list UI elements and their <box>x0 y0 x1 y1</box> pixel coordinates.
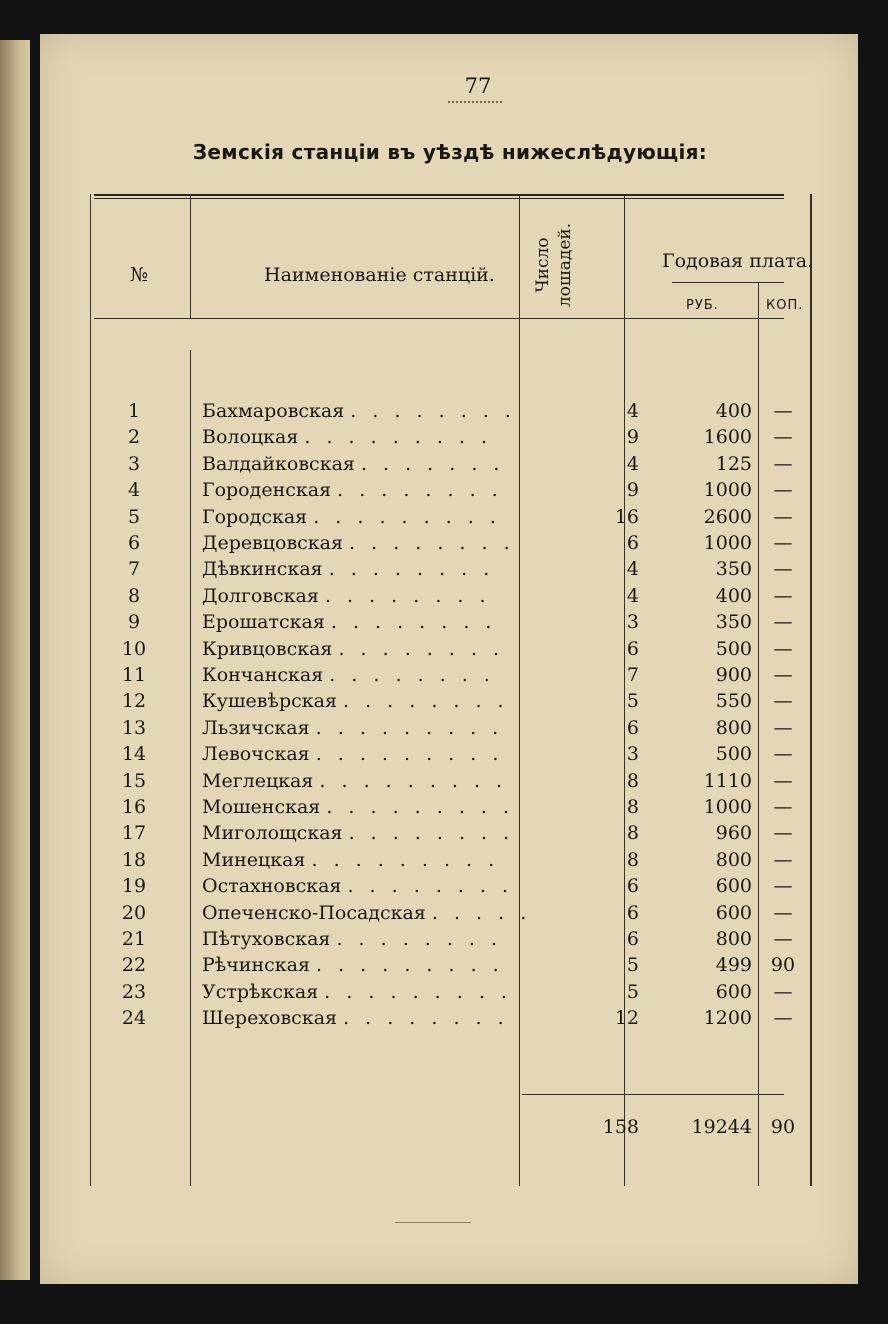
payment-rubles: 2600 <box>703 505 752 528</box>
table-row <box>94 770 817 796</box>
dot-leader: . . . . . . . . . <box>326 796 515 818</box>
payment-kopecks: — <box>773 690 793 713</box>
totals-rule <box>522 1094 784 1095</box>
payment-rubles: 350 <box>715 558 752 581</box>
table-row <box>94 664 817 690</box>
station-name-text: Минецкая <box>202 848 306 871</box>
dot-leader: . . . . . . . . . <box>315 716 504 739</box>
row-number: 21 <box>121 928 147 950</box>
row-number: 8 <box>127 584 141 607</box>
payment-kopecks: — <box>773 822 793 845</box>
page-number-underline <box>448 98 502 103</box>
table-row <box>94 717 817 743</box>
row-number: 14 <box>121 743 147 766</box>
bottom-ornament-rule <box>395 1222 471 1223</box>
row-number: 12 <box>121 690 147 713</box>
payment-kopecks: — <box>773 664 793 686</box>
payment-kopecks: — <box>773 716 793 739</box>
header-number: № <box>130 264 148 286</box>
station-name-text: Мошенская <box>202 796 321 818</box>
payment-kopecks: — <box>773 426 793 449</box>
dot-leader: . . . . . . . . <box>347 875 514 898</box>
payment-kopecks: — <box>773 769 793 792</box>
table-row <box>94 928 817 954</box>
page-heading: Земскія станціи въ уѣздѣ нижеслѣдующія: <box>192 140 708 164</box>
horse-count: 3 <box>626 743 639 766</box>
dot-leader: . . . . . . . . <box>348 822 515 845</box>
payment-rubles: 960 <box>715 822 752 845</box>
horse-count: 12 <box>614 1007 639 1030</box>
row-number: 13 <box>121 716 147 739</box>
horse-count: 6 <box>626 637 639 660</box>
horse-count: 3 <box>626 611 639 634</box>
dot-leader: . . . . . . . . <box>343 690 509 713</box>
horse-count: 16 <box>614 505 639 528</box>
table-row <box>94 532 817 558</box>
row-number: 10 <box>121 637 147 660</box>
table-row <box>94 400 817 426</box>
station-name-text: Левочская <box>202 743 310 766</box>
payment-rubles: 550 <box>715 690 752 713</box>
dot-leader: . . . . . . . . . <box>316 954 504 977</box>
station-name-text: Волоцкая <box>202 426 299 449</box>
horse-count: 8 <box>626 848 639 871</box>
station-name-text: Рѣчинская <box>202 954 310 977</box>
dot-leader: . . . . . . . . <box>324 584 491 607</box>
horse-count: 8 <box>626 769 639 792</box>
horse-count: 6 <box>626 901 639 924</box>
horse-count: 7 <box>626 664 639 686</box>
table-row <box>94 1007 817 1033</box>
table-row <box>94 981 817 1007</box>
payment-rubles: 1000 <box>703 796 752 818</box>
payment-kopecks: — <box>773 584 793 607</box>
table-left-border <box>90 194 91 1186</box>
horse-count: 6 <box>626 716 639 739</box>
row-number: 24 <box>121 1007 147 1030</box>
horse-count: 8 <box>626 796 639 818</box>
payment-rubles: 125 <box>715 452 752 475</box>
station-name-text: Кончанская <box>202 664 324 686</box>
payment-kopecks: — <box>773 558 793 581</box>
horse-count: 9 <box>626 479 639 502</box>
dot-leader: . . . . . . . . <box>350 400 516 422</box>
column-divider-num <box>190 194 191 318</box>
table-row <box>94 690 817 716</box>
station-name-text: Опеченско-Посадская <box>202 901 426 924</box>
table-top-rule-thin <box>94 198 784 199</box>
table-row <box>94 796 817 822</box>
station-name-text: Бахмаровская <box>202 400 345 422</box>
payment-kopecks: — <box>773 980 793 1003</box>
table-row <box>94 558 817 584</box>
header-annual-payment: Годовая плата. <box>662 250 814 272</box>
station-name-text: Ерошатская <box>202 611 325 634</box>
payment-rubles: 800 <box>715 716 752 739</box>
payment-kopecks: — <box>773 400 793 422</box>
payment-rubles: 500 <box>715 743 752 766</box>
payment-subheader-rule <box>672 282 784 283</box>
payment-kopecks: — <box>773 505 793 528</box>
horse-count: 5 <box>626 954 639 977</box>
payment-rubles: 600 <box>715 901 752 924</box>
payment-kopecks: — <box>773 875 793 898</box>
dot-leader: . . . . . . . . <box>330 611 497 634</box>
payment-kopecks: — <box>773 928 793 950</box>
horse-count: 6 <box>626 532 639 554</box>
table-row <box>94 954 817 980</box>
row-number: 23 <box>121 980 147 1003</box>
header-horses-label: Число лошадей. <box>533 222 575 308</box>
total-kopecks: 90 <box>770 1116 796 1138</box>
station-name-text: Кривцовская <box>202 637 333 660</box>
dot-leader: . . . . . . . . <box>349 532 515 554</box>
payment-kopecks: — <box>773 611 793 634</box>
row-number: 16 <box>121 796 147 818</box>
station-name-text: Деревцовская <box>202 532 343 554</box>
dot-leader: . . . . . . . . . <box>304 426 493 449</box>
station-name-text: Миголощская <box>202 822 343 845</box>
table-row <box>94 453 817 479</box>
dot-leader: . . . . . . . . <box>336 928 503 950</box>
station-name-text: Кушевѣрская <box>202 690 337 713</box>
dot-leader: . . . . . . . . . <box>311 848 500 871</box>
row-number: 18 <box>121 848 147 871</box>
row-number: 17 <box>121 822 147 845</box>
payment-rubles: 1200 <box>703 1007 752 1030</box>
table-row <box>94 822 817 848</box>
row-number: 3 <box>127 452 141 475</box>
row-number: 5 <box>127 505 141 528</box>
table-row <box>94 479 817 505</box>
payment-rubles: 800 <box>715 848 752 871</box>
payment-kopecks: — <box>773 796 793 818</box>
totals-row <box>94 1116 817 1142</box>
horse-count: 5 <box>626 980 639 1003</box>
payment-kopecks: — <box>773 1007 793 1030</box>
payment-rubles: 1000 <box>703 532 752 554</box>
horse-count: 4 <box>626 452 639 475</box>
table-row <box>94 611 817 637</box>
total-rubles: 19244 <box>691 1116 752 1138</box>
payment-rubles: 600 <box>715 980 752 1003</box>
table-row <box>94 849 817 875</box>
payment-kopecks: — <box>773 479 793 502</box>
row-number: 20 <box>121 901 147 924</box>
payment-rubles: 350 <box>715 611 752 634</box>
payment-rubles: 1110 <box>703 769 752 792</box>
table-row <box>94 902 817 928</box>
station-name-text: Устрѣкская <box>202 980 319 1003</box>
station-name-text: Городская <box>202 505 308 528</box>
station-name-text: Остахновская <box>202 875 342 898</box>
row-number: 22 <box>121 954 147 977</box>
row-number: 9 <box>127 611 141 634</box>
horse-count: 8 <box>626 822 639 845</box>
dot-leader: . . . . . . . . <box>337 479 503 502</box>
payment-kopecks: — <box>773 532 793 554</box>
payment-rubles: 400 <box>715 400 752 422</box>
header-kopecks: КОП. <box>766 298 804 313</box>
dot-leader: . . . . . . . . <box>328 558 495 581</box>
header-station-name: Наименованіе станцій. <box>264 264 495 286</box>
station-name-text: Пѣтуховская <box>202 928 331 950</box>
stations-table <box>94 194 817 1186</box>
horse-count: 4 <box>626 558 639 581</box>
station-name-text: Валдайковская <box>202 452 355 475</box>
horse-count: 6 <box>626 875 639 898</box>
row-number: 19 <box>121 875 147 898</box>
payment-kopecks: 90 <box>770 954 796 977</box>
horse-count: 9 <box>626 426 639 449</box>
row-number: 7 <box>127 558 141 581</box>
station-name-text: Льзичская <box>202 716 310 739</box>
facing-page-edge <box>0 40 30 1280</box>
payment-kopecks: — <box>773 901 793 924</box>
payment-kopecks: — <box>773 452 793 475</box>
payment-rubles: 499 <box>715 954 752 977</box>
table-row <box>94 506 817 532</box>
horse-count: 4 <box>626 584 639 607</box>
dot-leader: . . . . . . . . <box>338 637 505 660</box>
row-number: 2 <box>127 426 141 449</box>
station-name-text: Дѣвкинская <box>202 558 323 581</box>
row-number: 4 <box>127 479 141 502</box>
payment-rubles: 1000 <box>703 479 752 502</box>
horse-count: 6 <box>626 928 639 950</box>
header-rubles: РУБ. <box>686 298 719 313</box>
total-horses: 158 <box>602 1116 639 1138</box>
payment-kopecks: — <box>773 637 793 660</box>
page-number: 77 <box>464 74 492 98</box>
table-row <box>94 743 817 769</box>
dot-leader: . . . . . . . . . <box>315 743 504 766</box>
dot-leader: . . . . . . . <box>360 452 505 475</box>
table-row <box>94 875 817 901</box>
station-name-text: Долговская <box>202 584 319 607</box>
row-number: 1 <box>127 400 141 422</box>
row-number: 15 <box>121 769 147 792</box>
payment-rubles: 600 <box>715 875 752 898</box>
horse-count: 4 <box>626 400 639 422</box>
table-top-rule <box>94 194 784 196</box>
dot-leader: . . . . . . . . . <box>319 769 508 792</box>
payment-rubles: 400 <box>715 584 752 607</box>
dot-leader: . . . . . . . . <box>343 1007 509 1030</box>
payment-kopecks: — <box>773 848 793 871</box>
payment-rubles: 900 <box>715 664 752 686</box>
document-page <box>40 34 858 1284</box>
dot-leader: . . . . . . . . . <box>313 505 501 528</box>
station-name-text: Шереховская <box>202 1007 338 1030</box>
row-number: 11 <box>121 664 147 686</box>
dot-leader: . . . . . . . . <box>329 664 495 686</box>
table-header-rule <box>94 318 784 319</box>
table-row <box>94 638 817 664</box>
row-number: 6 <box>127 532 141 554</box>
table-row <box>94 585 817 611</box>
table-row <box>94 426 817 452</box>
header-horses <box>526 218 610 308</box>
payment-rubles: 1600 <box>703 426 752 449</box>
dot-leader: . . . . . <box>431 901 532 924</box>
dot-leader: . . . . . . . . . <box>324 980 512 1003</box>
payment-rubles: 500 <box>715 637 752 660</box>
payment-rubles: 800 <box>715 928 752 950</box>
horse-count: 5 <box>626 690 639 713</box>
payment-kopecks: — <box>773 743 793 766</box>
station-name-text: Городенская <box>202 479 332 502</box>
station-name-text: Меглецкая <box>202 769 314 792</box>
